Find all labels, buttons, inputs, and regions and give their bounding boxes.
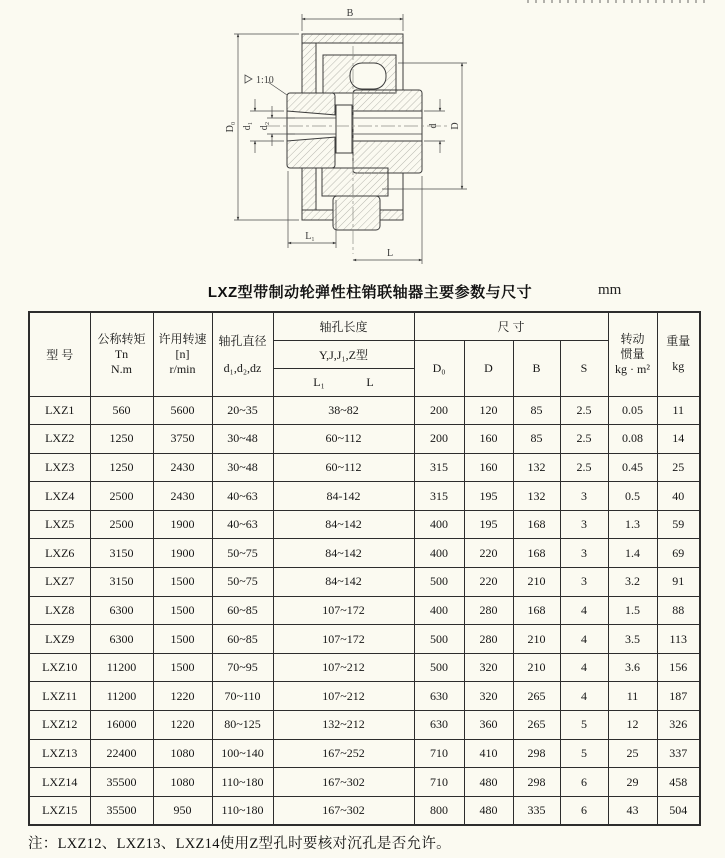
header-L-label: L xyxy=(366,374,374,389)
value-cell: 3 xyxy=(560,539,608,568)
value-cell: 2500 xyxy=(90,482,153,511)
value-cell: 167~252 xyxy=(273,739,414,768)
value-cell: 1900 xyxy=(153,539,212,568)
value-cell: 156 xyxy=(657,653,700,682)
value-cell: 400 xyxy=(414,539,464,568)
value-cell: 220 xyxy=(464,568,513,597)
parameter-table-wrap xyxy=(28,311,701,826)
value-cell: 950 xyxy=(153,796,212,825)
header-dimensions: 尺 寸 xyxy=(414,312,608,340)
value-cell: 3 xyxy=(560,482,608,511)
dim-label-d0: D₀ xyxy=(225,121,236,133)
value-cell: 480 xyxy=(464,768,513,797)
model-cell: LXZ1 xyxy=(29,396,90,425)
dim-label-b: B xyxy=(346,8,354,19)
value-cell: 210 xyxy=(513,625,560,654)
value-cell: 50~75 xyxy=(212,568,273,597)
header-weight-line2: kg xyxy=(672,359,685,374)
header-speed xyxy=(153,312,212,396)
table-row xyxy=(29,510,700,539)
header-speed-line1: 许用转速 xyxy=(158,331,207,346)
dim-label-D: D xyxy=(450,122,461,130)
value-cell: 50~75 xyxy=(212,539,273,568)
value-cell: 1500 xyxy=(153,568,212,597)
value-cell: 1220 xyxy=(153,682,212,711)
table-row xyxy=(29,682,700,711)
value-cell: 630 xyxy=(414,711,464,740)
value-cell: 2.5 xyxy=(560,453,608,482)
value-cell: 11 xyxy=(608,682,657,711)
value-cell: 69 xyxy=(657,539,700,568)
model-cell: LXZ4 xyxy=(29,482,90,511)
value-cell: 6 xyxy=(560,768,608,797)
value-cell: 40~63 xyxy=(212,510,273,539)
value-cell: 11200 xyxy=(90,682,153,711)
model-cell: LXZ2 xyxy=(29,425,90,454)
model-cell: LXZ15 xyxy=(29,796,90,825)
table-row xyxy=(29,396,700,425)
value-cell: 560 xyxy=(90,396,153,425)
model-cell: LXZ13 xyxy=(29,739,90,768)
header-model: 型 号 xyxy=(29,312,90,396)
value-cell: 35500 xyxy=(90,768,153,797)
value-cell: 35500 xyxy=(90,796,153,825)
value-cell: 500 xyxy=(414,625,464,654)
value-cell: 280 xyxy=(464,625,513,654)
value-cell: 2500 xyxy=(90,510,153,539)
header-speed-line2: [n] xyxy=(175,346,190,361)
taper-label: 1:10 xyxy=(256,75,274,86)
header-torque-line2: N.m xyxy=(111,361,132,376)
value-cell: 210 xyxy=(513,653,560,682)
table-row xyxy=(29,482,700,511)
value-cell: 107~172 xyxy=(273,596,414,625)
value-cell: 3 xyxy=(560,510,608,539)
value-cell: 0.5 xyxy=(608,482,657,511)
value-cell: 160 xyxy=(464,453,513,482)
table-row xyxy=(29,625,700,654)
header-weight-line1: 重量 xyxy=(666,334,691,349)
value-cell: 210 xyxy=(513,568,560,597)
value-cell: 1900 xyxy=(153,510,212,539)
value-cell: 84~142 xyxy=(273,568,414,597)
value-cell: 337 xyxy=(657,739,700,768)
model-cell: LXZ10 xyxy=(29,653,90,682)
value-cell: 60~112 xyxy=(273,453,414,482)
header-bore-diameter-line1: 轴孔直径 xyxy=(218,334,267,349)
table-row xyxy=(29,453,700,482)
value-cell: 100~140 xyxy=(212,739,273,768)
value-cell: 2430 xyxy=(153,482,212,511)
model-cell: LXZ3 xyxy=(29,453,90,482)
header-inertia-line1: 转动 xyxy=(620,331,645,346)
value-cell: 320 xyxy=(464,682,513,711)
value-cell: 200 xyxy=(414,425,464,454)
value-cell: 132~212 xyxy=(273,711,414,740)
value-cell: 504 xyxy=(657,796,700,825)
value-cell: 22400 xyxy=(90,739,153,768)
value-cell: 16000 xyxy=(90,711,153,740)
value-cell: 2.5 xyxy=(560,425,608,454)
dim-label-d: d xyxy=(428,123,439,129)
value-cell: 167~302 xyxy=(273,768,414,797)
value-cell: 298 xyxy=(513,739,560,768)
header-L1-label: L₁ xyxy=(313,374,325,389)
value-cell: 335 xyxy=(513,796,560,825)
value-cell: 110~180 xyxy=(212,768,273,797)
value-cell: 326 xyxy=(657,711,700,740)
value-cell: 6300 xyxy=(90,596,153,625)
value-cell: 1.4 xyxy=(608,539,657,568)
value-cell: 265 xyxy=(513,682,560,711)
value-cell: 60~85 xyxy=(212,596,273,625)
value-cell: 120 xyxy=(464,396,513,425)
value-cell: 25 xyxy=(657,453,700,482)
value-cell: 38~82 xyxy=(273,396,414,425)
coupling-section-drawing xyxy=(0,0,725,278)
model-cell: LXZ14 xyxy=(29,768,90,797)
value-cell: 0.45 xyxy=(608,453,657,482)
value-cell: 710 xyxy=(414,768,464,797)
value-cell: 168 xyxy=(513,596,560,625)
header-inertia-line3: kg · m² xyxy=(615,361,650,376)
table-row xyxy=(29,711,700,740)
table-body xyxy=(29,396,700,825)
table-row xyxy=(29,796,700,825)
value-cell: 1.3 xyxy=(608,510,657,539)
header-bore-diameter xyxy=(212,312,273,396)
model-cell: LXZ6 xyxy=(29,539,90,568)
value-cell: 195 xyxy=(464,482,513,511)
value-cell: 800 xyxy=(414,796,464,825)
value-cell: 3150 xyxy=(90,539,153,568)
value-cell: 80~125 xyxy=(212,711,273,740)
value-cell: 20~35 xyxy=(212,396,273,425)
value-cell: 4 xyxy=(560,596,608,625)
value-cell: 4 xyxy=(560,625,608,654)
value-cell: 84~142 xyxy=(273,539,414,568)
table-row xyxy=(29,596,700,625)
value-cell: 2.5 xyxy=(560,396,608,425)
model-cell: LXZ9 xyxy=(29,625,90,654)
header-dim-D: D xyxy=(464,340,513,396)
title-bar xyxy=(0,281,725,299)
value-cell: 1500 xyxy=(153,596,212,625)
value-cell: 3150 xyxy=(90,568,153,597)
value-cell: 315 xyxy=(414,453,464,482)
value-cell: 11200 xyxy=(90,653,153,682)
value-cell: 220 xyxy=(464,539,513,568)
value-cell: 0.05 xyxy=(608,396,657,425)
value-cell: 167~302 xyxy=(273,796,414,825)
value-cell: 1250 xyxy=(90,453,153,482)
value-cell: 60~85 xyxy=(212,625,273,654)
value-cell: 85 xyxy=(513,425,560,454)
value-cell: 107~212 xyxy=(273,653,414,682)
table-row xyxy=(29,768,700,797)
value-cell: 43 xyxy=(608,796,657,825)
value-cell: 200 xyxy=(414,396,464,425)
model-cell: LXZ8 xyxy=(29,596,90,625)
value-cell: 11 xyxy=(657,396,700,425)
value-cell: 480 xyxy=(464,796,513,825)
value-cell: 3.6 xyxy=(608,653,657,682)
header-inertia xyxy=(608,312,657,396)
value-cell: 710 xyxy=(414,739,464,768)
value-cell: 400 xyxy=(414,596,464,625)
header-dim-B: B xyxy=(513,340,560,396)
page-title: LXZ型带制动轮弹性柱销联轴器主要参数与尺寸 xyxy=(207,284,533,301)
header-inertia-line2: 惯量 xyxy=(620,346,645,361)
value-cell: 315 xyxy=(414,482,464,511)
value-cell: 1080 xyxy=(153,768,212,797)
table-row xyxy=(29,739,700,768)
value-cell: 14 xyxy=(657,425,700,454)
header-torque-line1: 公称转矩Tn xyxy=(97,331,146,361)
value-cell: 5 xyxy=(560,739,608,768)
value-cell: 4 xyxy=(560,653,608,682)
value-cell: 168 xyxy=(513,539,560,568)
value-cell: 5600 xyxy=(153,396,212,425)
value-cell: 113 xyxy=(657,625,700,654)
value-cell: 630 xyxy=(414,682,464,711)
value-cell: 2430 xyxy=(153,453,212,482)
value-cell: 168 xyxy=(513,510,560,539)
header-torque xyxy=(90,312,153,396)
value-cell: 360 xyxy=(464,711,513,740)
value-cell: 0.08 xyxy=(608,425,657,454)
header-dim-S: S xyxy=(560,340,608,396)
value-cell: 107~172 xyxy=(273,625,414,654)
unit-label: mm xyxy=(598,282,622,298)
value-cell: 3 xyxy=(560,568,608,597)
value-cell: 60~112 xyxy=(273,425,414,454)
value-cell: 400 xyxy=(414,510,464,539)
value-cell: 458 xyxy=(657,768,700,797)
value-cell: 29 xyxy=(608,768,657,797)
value-cell: 30~48 xyxy=(212,453,273,482)
footnote: 注：LXZ12、LXZ13、LXZ14使用Z型孔时要核对沉孔是否允许。 xyxy=(28,836,451,852)
value-cell: 6300 xyxy=(90,625,153,654)
dim-label-l: L xyxy=(386,248,394,259)
header-bore-length-l1-l xyxy=(273,368,414,396)
table-row xyxy=(29,425,700,454)
parameter-table xyxy=(28,311,701,826)
value-cell: 84-142 xyxy=(273,482,414,511)
value-cell: 1250 xyxy=(90,425,153,454)
value-cell: 110~180 xyxy=(212,796,273,825)
dim-label-d2: d₂ xyxy=(259,121,270,131)
value-cell: 6 xyxy=(560,796,608,825)
value-cell: 4 xyxy=(560,682,608,711)
value-cell: 132 xyxy=(513,453,560,482)
header-speed-line3: r/min xyxy=(169,361,196,376)
value-cell: 107~212 xyxy=(273,682,414,711)
value-cell: 3750 xyxy=(153,425,212,454)
header-bore-length-types: Y,J,J₁,Z型 xyxy=(273,340,414,368)
value-cell: 298 xyxy=(513,768,560,797)
value-cell: 3.2 xyxy=(608,568,657,597)
value-cell: 1500 xyxy=(153,653,212,682)
table-row xyxy=(29,653,700,682)
dim-label-d1: d₁ xyxy=(242,121,253,131)
value-cell: 12 xyxy=(608,711,657,740)
header-bore-diameter-line2: d₁,d₂,dz xyxy=(223,361,262,376)
value-cell: 280 xyxy=(464,596,513,625)
value-cell: 88 xyxy=(657,596,700,625)
value-cell: 132 xyxy=(513,482,560,511)
value-cell: 25 xyxy=(608,739,657,768)
value-cell: 1500 xyxy=(153,625,212,654)
value-cell: 1220 xyxy=(153,711,212,740)
value-cell: 1.5 xyxy=(608,596,657,625)
elastic-pin xyxy=(350,63,386,89)
value-cell: 187 xyxy=(657,682,700,711)
dim-label-l1: L₁ xyxy=(305,231,315,242)
header-dim-d0: D₀ xyxy=(414,340,464,396)
value-cell: 40~63 xyxy=(212,482,273,511)
header-weight xyxy=(657,312,700,396)
model-cell: LXZ5 xyxy=(29,510,90,539)
table-row xyxy=(29,539,700,568)
value-cell: 160 xyxy=(464,425,513,454)
value-cell: 265 xyxy=(513,711,560,740)
value-cell: 500 xyxy=(414,653,464,682)
value-cell: 3.5 xyxy=(608,625,657,654)
value-cell: 1080 xyxy=(153,739,212,768)
value-cell: 70~110 xyxy=(212,682,273,711)
value-cell: 500 xyxy=(414,568,464,597)
header-bore-length: 轴孔长度 xyxy=(273,312,414,340)
value-cell: 5 xyxy=(560,711,608,740)
model-cell: LXZ11 xyxy=(29,682,90,711)
value-cell: 30~48 xyxy=(212,425,273,454)
model-cell: LXZ7 xyxy=(29,568,90,597)
value-cell: 85 xyxy=(513,396,560,425)
value-cell: 40 xyxy=(657,482,700,511)
value-cell: 320 xyxy=(464,653,513,682)
value-cell: 195 xyxy=(464,510,513,539)
value-cell: 91 xyxy=(657,568,700,597)
model-cell: LXZ12 xyxy=(29,711,90,740)
value-cell: 410 xyxy=(464,739,513,768)
value-cell: 84~142 xyxy=(273,510,414,539)
value-cell: 70~95 xyxy=(212,653,273,682)
value-cell: 59 xyxy=(657,510,700,539)
table-row xyxy=(29,568,700,597)
